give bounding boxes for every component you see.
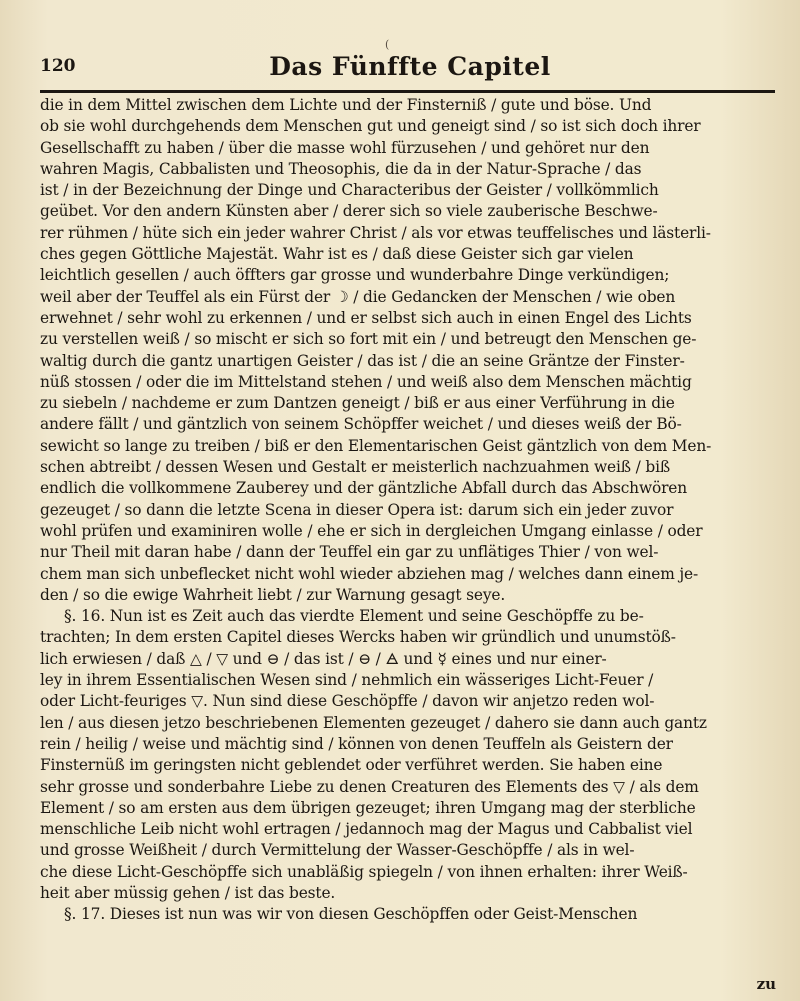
text-line: sewicht so lange zu treiben / biß er den Elementarischen Geist gäntzlich von dem Men- <box>40 436 712 455</box>
running-header <box>40 46 780 86</box>
text-line: geübet. Vor den andern Künsten aber / derer sich so viele zauberische Beschwe- <box>40 202 658 221</box>
text-line: wahren Magis, Cabbalisten und Theosophis, die da in der Natur-Sprache / das <box>40 159 642 178</box>
text-line: rer rühmen / hüte sich ein jeder wahrer Christ / als vor etwas teuffelisches und lästerli- <box>40 223 711 242</box>
text-line: nüß stossen / oder die im Mittelstand stehen / und weiß also dem Menschen mächtig <box>40 372 692 391</box>
text-line: schen abtreibt / dessen Wesen und Gestalt er meisterlich nachzuahmen weiß / biß <box>40 458 671 477</box>
text-line: ley in ihrem Essentialischen Wesen sind / nehmlich ein wässeriges Licht-Feuer / <box>40 671 654 690</box>
text-line: chem man sich unbeflecket nicht wohl wieder abziehen mag / welches dann einem je- <box>40 564 699 583</box>
text-line: den / so die ewige Wahrheit liebt / zur Warnung gesagt seye. <box>40 585 506 604</box>
text-line: len / aus diesen jetzo beschriebenen Elementen gezeuget / dahero sie dann auch gantz <box>40 713 707 732</box>
text-line: rein / heilig / weise und mächtig sind / können von denen Teuffeln als Geistern der <box>40 734 673 753</box>
text-line: zu verstellen weiß / so mischt er sich so fort mit ein / und betreugt den Menschen ge- <box>40 330 697 349</box>
text-line: die in dem Mittel zwischen dem Lichte und der Finsterniß / gute und böse. Und <box>40 96 652 114</box>
text-line: Element / so am ersten aus dem übrigen gezeuget; ihren Umgang mag der sterbliche <box>40 798 696 817</box>
text-line: wohl prüfen und examiniren wolle / ehe er sich in dergleichen Umgang einlasse / oder <box>40 521 703 540</box>
text-line: trachten; In dem ersten Capitel dieses Wercks haben wir gründlich und unumstöß- <box>40 628 676 647</box>
text-line: und grosse Weißheit / durch Vermittelung der Wasser-Geschöpffe / als in wel- <box>40 841 635 860</box>
text-line: oder Licht-feuriges ▽. Nun sind diese Geschöpffe / davon wir anjetzo reden wol- <box>40 692 655 711</box>
text-line: lich erwiesen / daß △ / ▽ und ⊖ / das ist / ⊖ / 🜁 und ☿ eines und nur einer- <box>40 649 607 668</box>
text-line: ob sie wohl durchgehends dem Menschen gut und geneigt sind / so ist sich doch ihrer <box>40 117 701 136</box>
section-17-start: §. 17. Dieses ist nun was wir von diesen Geschöpffen oder Geist-Menschen <box>64 905 638 924</box>
catchword: zu <box>756 975 776 993</box>
text-line: ches gegen Göttliche Majestät. Wahr ist es / daß diese Geister sich gar vielen <box>40 245 634 264</box>
text-line: waltig durch die gantz unartigen Geister / das ist / die an seine Gräntze der Finster- <box>40 351 685 370</box>
text-line: che diese Licht-Geschöpffe sich unabläßig spiegeln / von ihnen erhalten: ihrer Weiß- <box>40 862 688 881</box>
text-line: heit aber müssig gehen / ist das beste. <box>40 883 336 902</box>
page-number: 120 <box>40 56 76 76</box>
text-line: menschliche Leib nicht wohl ertragen / jedannoch mag der Magus und Cabbalist viel <box>40 820 693 839</box>
text-line: Finsternüß im geringsten nicht geblendet oder verführet werden. Sie haben eine <box>40 756 663 775</box>
text-line: ist / in der Bezeichnung der Dinge und Characteribus der Geister / vollkömmlich <box>40 181 659 200</box>
section-16-start: §. 16. Nun ist es Zeit auch das vierdte Element und seine Geschöpffe zu be- <box>64 607 644 626</box>
text-line: Gesellschafft zu haben / über die masse wohl fürzusehen / und gehöret nur den <box>40 138 650 157</box>
text-line: sehr grosse und sonderbahre Liebe zu denen Creaturen des Elements des ▽ / als dem <box>40 777 699 796</box>
text-line: gezeuget / so dann die letzte Scena in dieser Opera ist: darum sich ein jeder zuvor <box>40 500 674 519</box>
text-line: andere fällt / und gäntzlich von seinem Schöpffer weichet / und dieses weiß der Bö- <box>40 415 682 434</box>
text-line: nur Theil mit daran habe / dann der Teuffel ein gar zu unflätiges Thier / von wel- <box>40 543 659 562</box>
text-line: zu siebeln / nachdeme er zum Dantzen geneigt / biß er aus einer Verführung in die <box>40 394 675 413</box>
chapter-title: Das Fünffte Capitel <box>269 52 551 81</box>
header-rule <box>40 90 775 93</box>
text-line: weil aber der Teuffel als ein Fürst der ☽ / die Gedancken der Menschen / wie oben <box>40 287 676 306</box>
text-line: endlich die vollkommene Zauberey und der gäntzliche Abfall durch das Abschwören <box>40 479 688 498</box>
top-mark: ( <box>385 38 390 51</box>
text-line: erwehnet / sehr wohl zu erkennen / und er selbst sich auch in einen Engel des Lichts <box>40 308 692 327</box>
text-line: leichtlich gesellen / auch öffters gar grosse und wunderbahre Dinge verkündigen; <box>40 266 670 285</box>
body-text <box>40 95 778 926</box>
